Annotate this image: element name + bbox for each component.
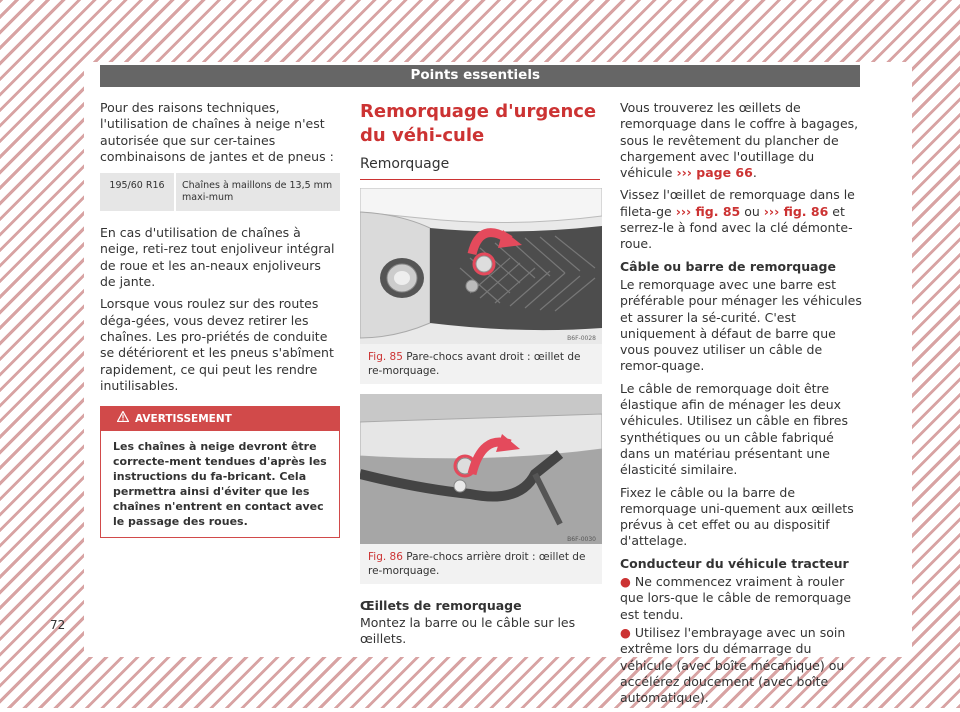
figure-86: [360, 394, 602, 584]
tyre-size-cell: 195/60 R16: [100, 173, 175, 211]
driver-heading: Conducteur du véhicule tracteur: [620, 555, 849, 571]
period: .: [752, 165, 757, 181]
figure-code: B6F-0030: [567, 536, 596, 544]
or-text: ou: [744, 203, 760, 219]
warning-text: Les chaînes à neige devront être correcte-ment tendues d'après les instructions du fa-bricant. Cela permettra ainsi d'éviter que les chaînes n'entrent en contact avec le passage des roues.: [113, 440, 327, 529]
paragraph-elastic-cable: Le câble de remorquage doit être élastique afin de ménager les deux véhicules. Utilisez un câble en fibres synthétiques ou un câble fabriqué dans un matériau présentant une élasticité similaire.: [620, 380, 848, 478]
section-title: Remorquage d'urgence du véhi-cule: [360, 101, 597, 146]
figure-caption: [360, 544, 602, 578]
table-row: [100, 173, 340, 211]
rear-bumper-illustration: [360, 394, 602, 544]
list-item: [620, 574, 862, 623]
section-subtitle: Remorquage: [360, 156, 600, 180]
paragraph-location: [620, 100, 862, 181]
figure-number: Fig. 86: [368, 551, 403, 564]
bullet-icon: ●: [620, 624, 631, 640]
paragraph-hubcaps: En cas d'utilisation de chaînes à neige, reti-rez tout enjoliveur intégral de roue et les an-neaux enjoliveurs de jante.: [100, 225, 335, 290]
warning-title: AVERTISSEMENT: [135, 413, 232, 426]
figure-caption-text: Pare-chocs arrière droit : œillet de re-morquage.: [368, 551, 586, 578]
chain-spec-cell: Chaînes à maillons de 13,5 mm maxi-mum: [175, 173, 340, 211]
list-item: [620, 625, 862, 706]
screw-text-end: et serrez-le à fond avec la clé démonte-roue.: [620, 203, 853, 252]
figure-caption-text: Pare-chocs avant droit : œillet de re-morquage.: [368, 351, 581, 378]
cable-heading: Câble ou barre de remorquage: [620, 258, 836, 274]
eyelets-text: Montez la barre ou le câble sur les œillets.: [360, 614, 576, 646]
page-link[interactable]: ››› page 66: [676, 165, 753, 181]
fig86-link[interactable]: ››› fig. 86: [763, 203, 829, 219]
paragraph-fix-cable: Fixez le câble ou la barre de remorquage uni-quement aux œillets prévus à cet effet ou au dispositif d'attelage.: [620, 484, 854, 549]
bullet-icon: ●: [620, 574, 631, 590]
header-title: Points essentiels: [410, 67, 540, 83]
figure-number: Fig. 85: [368, 351, 403, 364]
figure-caption: [360, 344, 602, 378]
fig85-link[interactable]: ››› fig. 85: [675, 203, 741, 219]
paragraph-screw-in: [620, 187, 862, 252]
front-bumper-illustration: [360, 188, 602, 344]
warning-box: [100, 406, 340, 538]
screw-text: Vissez l'œillet de remorquage dans le fileta-ge: [620, 187, 855, 219]
bullet-text: Ne commencez vraiment à rouler que lors-que le câble de remorquage est tendu.: [620, 574, 852, 622]
snow-chain-table: [100, 173, 340, 211]
eyelets-heading: Œillets de remorquage: [360, 598, 522, 614]
warning-triangle-icon: [117, 411, 129, 427]
left-column: [100, 100, 340, 538]
middle-column: [360, 100, 600, 653]
page-number: 72: [50, 618, 66, 632]
location-text: Vous trouverez les œillets de remorquage dans le coffre à bagages, sous le revêtement du plancher de chargement avec l'outillage du véhicule: [620, 100, 859, 181]
bullet-text: Utilisez l'embrayage avec un soin extrême lors du démarrage du véhicule (avec boîte mécanique) ou accélérez doucement (avec boîte automatique).: [620, 624, 846, 706]
figure-85: [360, 188, 602, 384]
figure-code: B6F-0028: [567, 335, 596, 343]
paragraph-bar-preferred: Le remorquage avec une barre est préférable pour ménager les véhicules et assurer la sé-curité. C'est uniquement à défaut de barre que vous pouvez utiliser un câble de remor-quage.: [620, 276, 862, 374]
warning-header: [101, 407, 339, 431]
page-header: [100, 65, 860, 87]
paragraph-clear-roads: Lorsque vous roulez sur des routes déga-gées, vous devez retirer les chaînes. Les pro-priétés de conduite se détériorent et les pneus s'abîment rapidement, ce qui peut les rendre inutilisables.: [100, 296, 334, 393]
intro-text: Pour des raisons techniques, l'utilisation de chaînes à neige n'est autorisée que sur cer-taines combinaisons de jantes et de pneus :: [100, 100, 334, 164]
right-column: [620, 100, 862, 712]
